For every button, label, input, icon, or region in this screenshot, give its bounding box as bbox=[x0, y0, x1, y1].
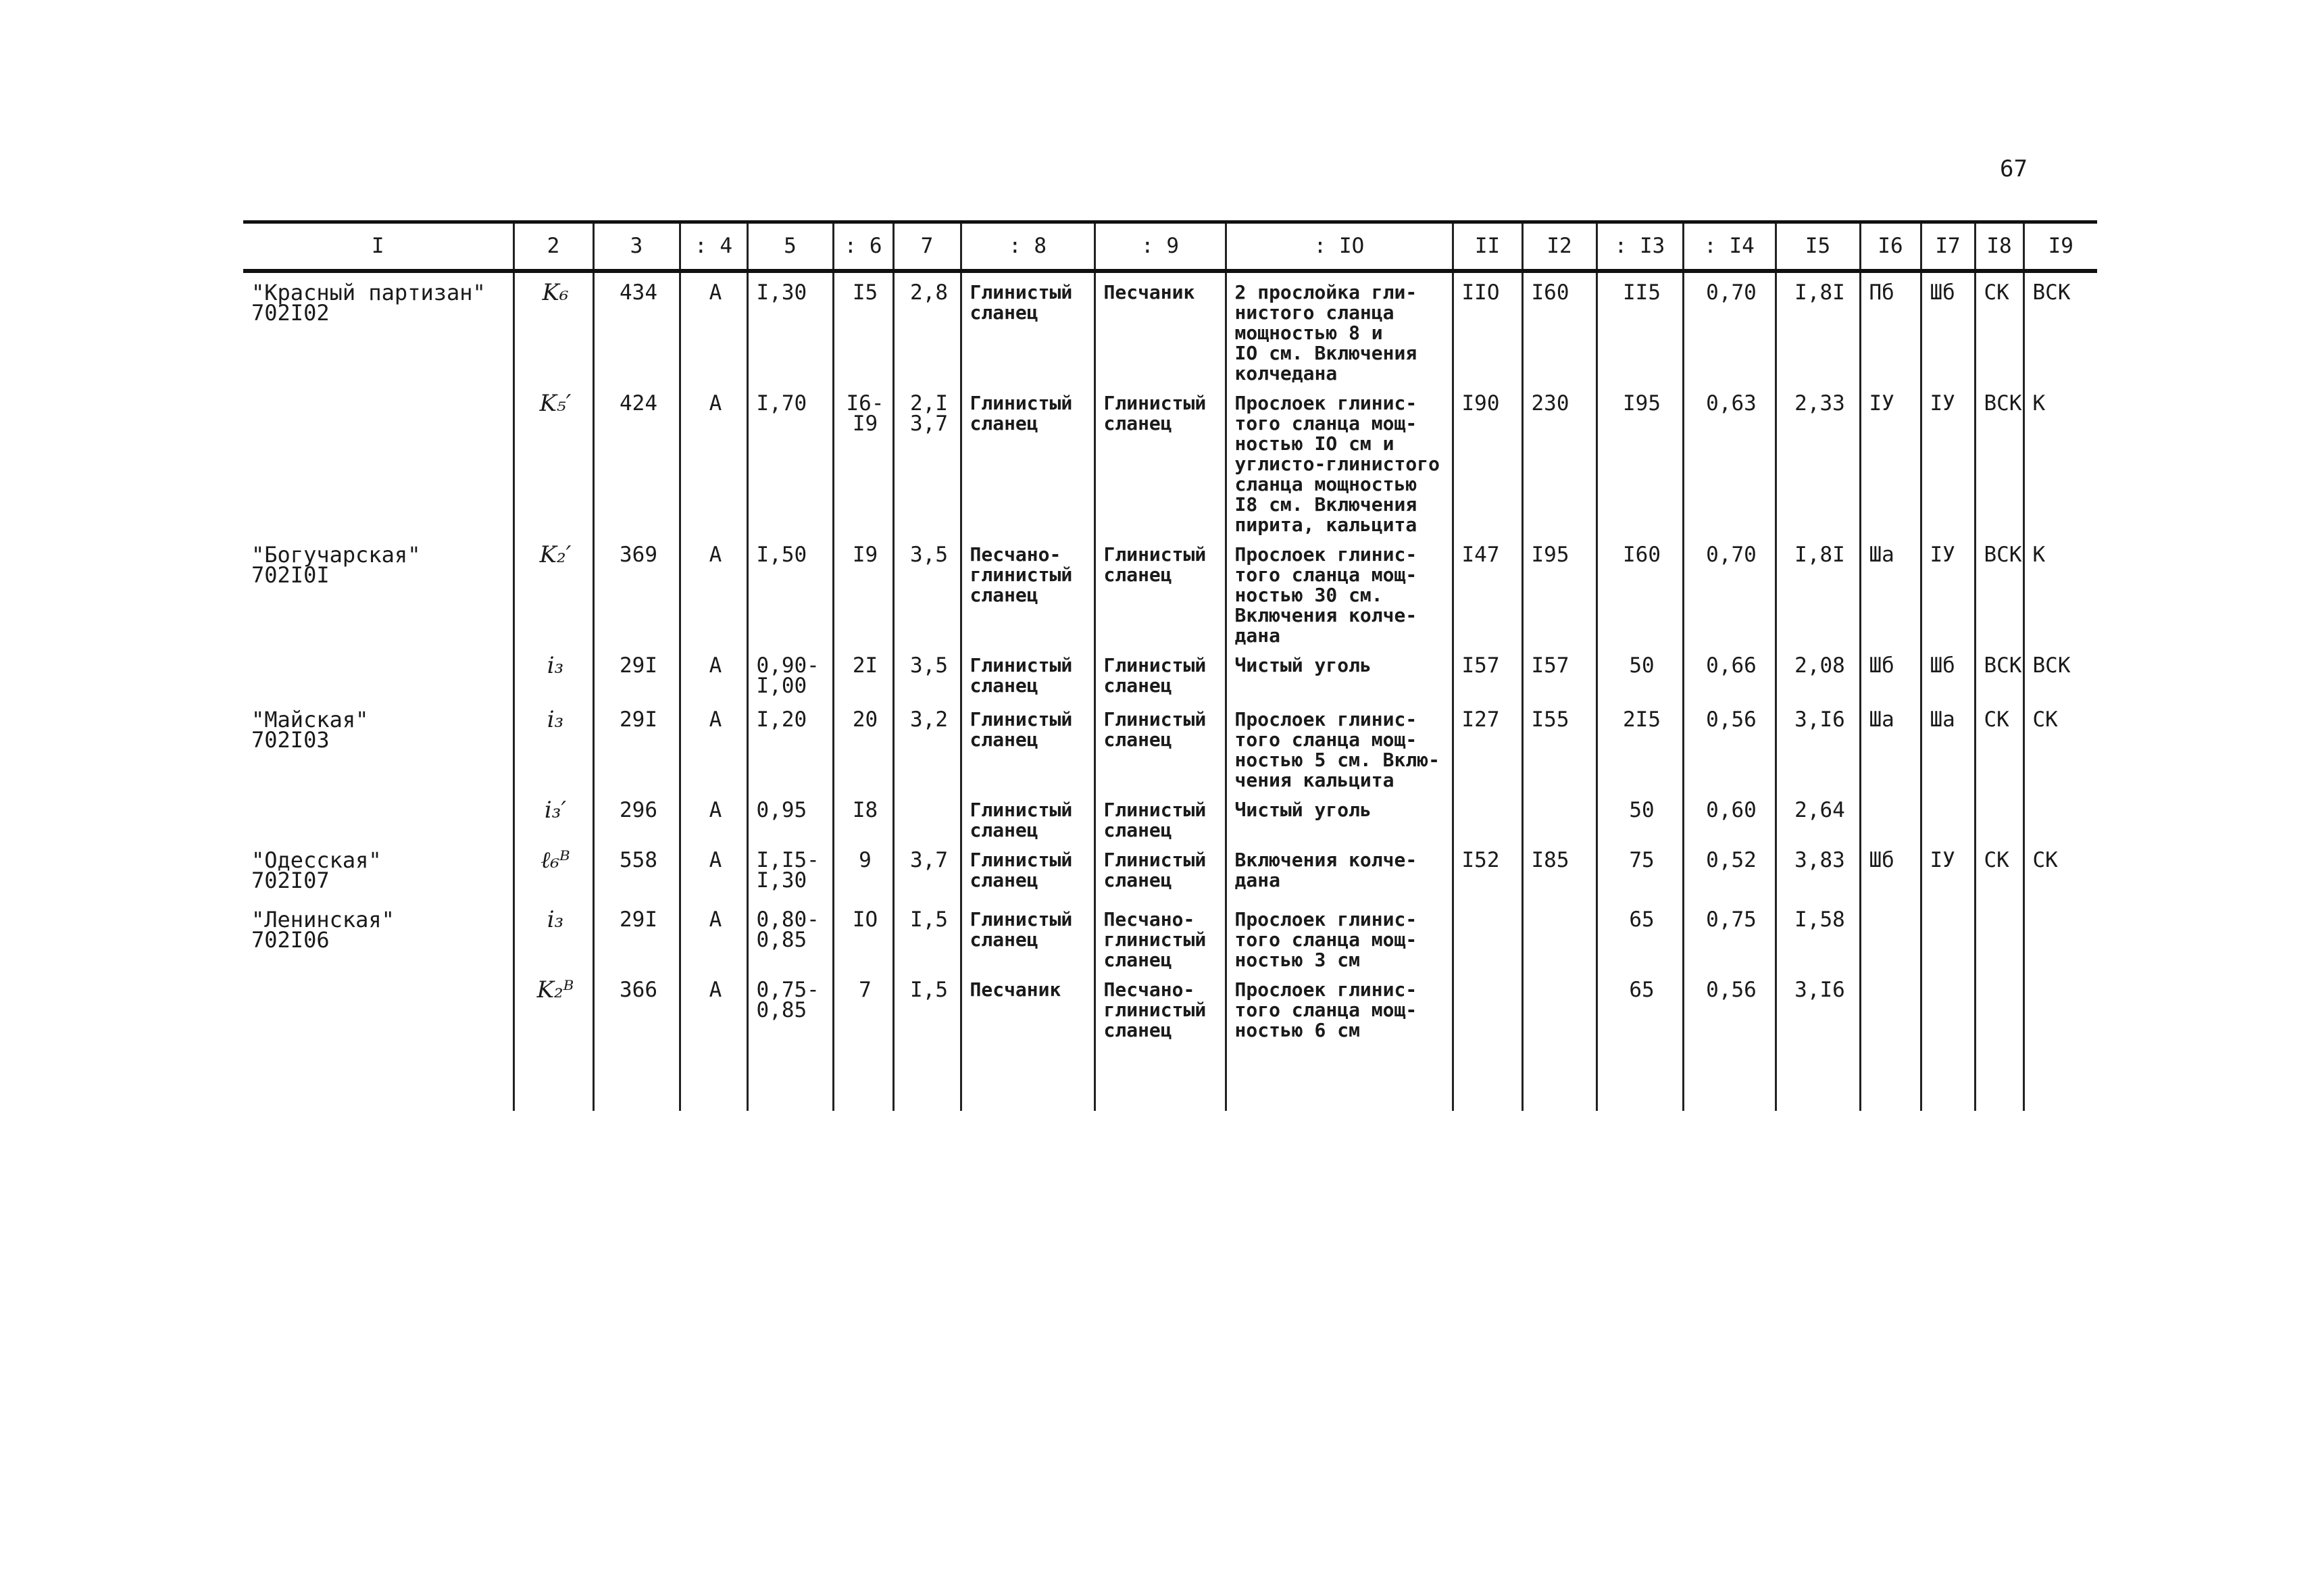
mine-name: "Богучарская" 702I0I bbox=[251, 541, 421, 588]
empty-cell bbox=[1921, 1041, 1975, 1111]
mine-name: "Ленинская" 702I06 bbox=[251, 906, 395, 953]
col-7: I,5 bbox=[893, 900, 961, 970]
col-4: A bbox=[680, 646, 747, 700]
empty-cell bbox=[243, 1041, 513, 1111]
seam-structure: Чистый уголь bbox=[1226, 791, 1453, 841]
seam-index: i₃′ bbox=[513, 791, 593, 841]
column-header-4: : 4 bbox=[680, 222, 747, 271]
col-16: Ша bbox=[1860, 700, 1921, 791]
col-17 bbox=[1921, 791, 1975, 841]
empty-cell bbox=[1522, 1041, 1596, 1111]
col-4: A bbox=[680, 900, 747, 970]
floor-rock: Песчаник bbox=[1095, 271, 1226, 384]
column-header-3: 3 bbox=[593, 222, 680, 271]
seam-structure: Прослоек глинис- того сланца мощ- ностью IO см и углисто-глинистого сланца мощностью I8 см. Включения пирита, кальцита bbox=[1226, 384, 1453, 535]
col-16 bbox=[1860, 900, 1921, 970]
col-4: A bbox=[680, 841, 747, 900]
col-18: СК bbox=[1975, 841, 2023, 900]
empty-cell bbox=[1596, 1041, 1683, 1111]
col-19: К bbox=[2023, 384, 2097, 535]
mine-name bbox=[243, 646, 513, 700]
seam-thickness: I,20 bbox=[747, 700, 833, 791]
col-3: 29I bbox=[593, 900, 680, 970]
col-6: IO bbox=[833, 900, 893, 970]
col-18: СК bbox=[1975, 700, 2023, 791]
column-header-16: I6 bbox=[1860, 222, 1921, 271]
mine-name bbox=[243, 384, 513, 535]
col-11: I47 bbox=[1453, 535, 1522, 646]
roof-rock: Глинистый сланец bbox=[961, 384, 1095, 535]
col-3: 424 bbox=[593, 384, 680, 535]
col-12: I85 bbox=[1522, 841, 1596, 900]
col-7: 3,5 bbox=[893, 535, 961, 646]
mine-name bbox=[243, 791, 513, 841]
col-18 bbox=[1975, 900, 2023, 970]
col-7: 3,5 bbox=[893, 646, 961, 700]
seam-index: K₂′ bbox=[513, 535, 593, 646]
col-13: I60 bbox=[1596, 535, 1683, 646]
seam-thickness: 0,90- I,00 bbox=[747, 646, 833, 700]
col-17: IУ bbox=[1921, 535, 1975, 646]
mine-name: "Одесская" 702I07 bbox=[251, 847, 382, 893]
col-7: 3,2 bbox=[893, 700, 961, 791]
col-6: 2I bbox=[833, 646, 893, 700]
table-row bbox=[243, 841, 2097, 900]
col-16: Шб bbox=[1860, 646, 1921, 700]
empty-cell bbox=[2023, 1041, 2097, 1111]
col-15: 3,I6 bbox=[1776, 970, 1860, 1041]
table-row bbox=[243, 271, 2097, 384]
table-row bbox=[243, 700, 2097, 791]
col-6: 20 bbox=[833, 700, 893, 791]
mine-name bbox=[243, 970, 513, 1041]
col-16: Шб bbox=[1860, 841, 1921, 900]
mine-name: "Майская" 702I03 bbox=[251, 706, 369, 753]
roof-rock: Глинистый сланец bbox=[961, 791, 1095, 841]
seam-index: i₃ bbox=[513, 900, 593, 970]
col-14: 0,70 bbox=[1683, 271, 1776, 384]
seam-thickness: I,I5- I,30 bbox=[747, 841, 833, 900]
col-17: IУ bbox=[1921, 841, 1975, 900]
empty-cell bbox=[513, 1041, 593, 1111]
seam-thickness: I,50 bbox=[747, 535, 833, 646]
col-13: 50 bbox=[1596, 646, 1683, 700]
col-11: I90 bbox=[1453, 384, 1522, 535]
column-header-1: I bbox=[243, 222, 513, 271]
col-14: 0,56 bbox=[1683, 970, 1776, 1041]
col-7: 2,8 bbox=[893, 271, 961, 384]
col-11 bbox=[1453, 900, 1522, 970]
col-15: 3,83 bbox=[1776, 841, 1860, 900]
col-7: I,5 bbox=[893, 970, 961, 1041]
col-11 bbox=[1453, 970, 1522, 1041]
seam-structure: Прослоек глинис- того сланца мощ- ностью 6 см bbox=[1226, 970, 1453, 1041]
col-18: ВСК bbox=[1975, 384, 2023, 535]
table-row bbox=[243, 791, 2097, 841]
empty-cell bbox=[1776, 1041, 1860, 1111]
col-4: A bbox=[680, 791, 747, 841]
col-17: Ша bbox=[1921, 700, 1975, 791]
empty-cell bbox=[1975, 1041, 2023, 1111]
col-11: IIO bbox=[1453, 271, 1522, 384]
page-number: 67 bbox=[2000, 155, 2028, 182]
col-13: 2I5 bbox=[1596, 700, 1683, 791]
col-15: 3,I6 bbox=[1776, 700, 1860, 791]
col-3: 434 bbox=[593, 271, 680, 384]
col-12: I60 bbox=[1522, 271, 1596, 384]
col-17: IУ bbox=[1921, 384, 1975, 535]
col-12: I95 bbox=[1522, 535, 1596, 646]
floor-rock: Песчано- глинистый сланец bbox=[1095, 900, 1226, 970]
table-row bbox=[243, 970, 2097, 1041]
col-17 bbox=[1921, 970, 1975, 1041]
empty-cell bbox=[1226, 1041, 1453, 1111]
col-3: 369 bbox=[593, 535, 680, 646]
col-6: I8 bbox=[833, 791, 893, 841]
column-header-5: 5 bbox=[747, 222, 833, 271]
table-row bbox=[243, 900, 2097, 970]
floor-rock: Глинистый сланец bbox=[1095, 791, 1226, 841]
column-header-7: 7 bbox=[893, 222, 961, 271]
roof-rock: Глинистый сланец bbox=[961, 271, 1095, 384]
col-13: 75 bbox=[1596, 841, 1683, 900]
col-11: I57 bbox=[1453, 646, 1522, 700]
header-row bbox=[243, 222, 2097, 271]
col-12: 230 bbox=[1522, 384, 1596, 535]
col-11: I52 bbox=[1453, 841, 1522, 900]
column-header-14: : I4 bbox=[1683, 222, 1776, 271]
column-header-6: : 6 bbox=[833, 222, 893, 271]
column-header-10: : IO bbox=[1226, 222, 1453, 271]
col-4: A bbox=[680, 970, 747, 1041]
seam-thickness: I,70 bbox=[747, 384, 833, 535]
col-19: К bbox=[2023, 535, 2097, 646]
column-header-17: I7 bbox=[1921, 222, 1975, 271]
col-19: ВСК bbox=[2023, 271, 2097, 384]
floor-rock: Глинистый сланец bbox=[1095, 700, 1226, 791]
col-19 bbox=[2023, 791, 2097, 841]
column-header-13: : I3 bbox=[1596, 222, 1683, 271]
col-17: Шб bbox=[1921, 271, 1975, 384]
col-14: 0,63 bbox=[1683, 384, 1776, 535]
seam-index: ℓ₆ᴮ bbox=[513, 841, 593, 900]
col-13: 65 bbox=[1596, 970, 1683, 1041]
col-12 bbox=[1522, 791, 1596, 841]
empty-cell bbox=[1453, 1041, 1522, 1111]
col-13: 65 bbox=[1596, 900, 1683, 970]
col-19: ВСК bbox=[2023, 646, 2097, 700]
empty-cell bbox=[893, 1041, 961, 1111]
roof-rock: Песчано- глинистый сланец bbox=[961, 535, 1095, 646]
seam-structure: Прослоек глинис- того сланца мощ- ностью 3 см bbox=[1226, 900, 1453, 970]
column-header-9: : 9 bbox=[1095, 222, 1226, 271]
col-18: ВСК bbox=[1975, 535, 2023, 646]
column-header-19: I9 bbox=[2023, 222, 2097, 271]
col-4: A bbox=[680, 271, 747, 384]
empty-cell bbox=[1683, 1041, 1776, 1111]
col-12: I55 bbox=[1522, 700, 1596, 791]
table-filler-row bbox=[243, 1041, 2097, 1111]
table-row bbox=[243, 384, 2097, 535]
empty-cell bbox=[747, 1041, 833, 1111]
seam-structure: Включения колче- дана bbox=[1226, 841, 1453, 900]
col-15: I,8I bbox=[1776, 271, 1860, 384]
col-14: 0,52 bbox=[1683, 841, 1776, 900]
floor-rock: Глинистый сланец bbox=[1095, 646, 1226, 700]
col-17: Шб bbox=[1921, 646, 1975, 700]
mine-name: "Красный партизан" 702I02 bbox=[251, 279, 486, 326]
col-14: 0,70 bbox=[1683, 535, 1776, 646]
empty-cell bbox=[1095, 1041, 1226, 1111]
col-11 bbox=[1453, 791, 1522, 841]
col-18: ВСК bbox=[1975, 646, 2023, 700]
table-row bbox=[243, 535, 2097, 646]
seam-index: i₃ bbox=[513, 700, 593, 791]
col-15: I,8I bbox=[1776, 535, 1860, 646]
col-14: 0,60 bbox=[1683, 791, 1776, 841]
col-19 bbox=[2023, 970, 2097, 1041]
col-13: II5 bbox=[1596, 271, 1683, 384]
seam-index: K₅′ bbox=[513, 384, 593, 535]
col-16: Пб bbox=[1860, 271, 1921, 384]
col-6: I6- I9 bbox=[833, 384, 893, 535]
col-12 bbox=[1522, 970, 1596, 1041]
table-row bbox=[243, 646, 2097, 700]
col-14: 0,66 bbox=[1683, 646, 1776, 700]
col-15: 2,64 bbox=[1776, 791, 1860, 841]
col-4: A bbox=[680, 700, 747, 791]
seam-thickness: 0,95 bbox=[747, 791, 833, 841]
col-18: СК bbox=[1975, 271, 2023, 384]
seam-structure: Чистый уголь bbox=[1226, 646, 1453, 700]
col-16: Ша bbox=[1860, 535, 1921, 646]
col-19: СК bbox=[2023, 841, 2097, 900]
empty-cell bbox=[1860, 1041, 1921, 1111]
col-3: 366 bbox=[593, 970, 680, 1041]
column-header-15: I5 bbox=[1776, 222, 1860, 271]
floor-rock: Глинистый сланец bbox=[1095, 841, 1226, 900]
empty-cell bbox=[680, 1041, 747, 1111]
col-17 bbox=[1921, 900, 1975, 970]
col-7 bbox=[893, 791, 961, 841]
roof-rock: Песчаник bbox=[961, 970, 1095, 1041]
col-15: I,58 bbox=[1776, 900, 1860, 970]
seam-index: K₂ᴮ bbox=[513, 970, 593, 1041]
roof-rock: Глинистый сланец bbox=[961, 646, 1095, 700]
col-7: 2,I 3,7 bbox=[893, 384, 961, 535]
roof-rock: Глинистый сланец bbox=[961, 700, 1095, 791]
col-13: I95 bbox=[1596, 384, 1683, 535]
col-13: 50 bbox=[1596, 791, 1683, 841]
col-4: A bbox=[680, 384, 747, 535]
column-header-11: II bbox=[1453, 222, 1522, 271]
seam-thickness: 0,80- 0,85 bbox=[747, 900, 833, 970]
seam-thickness: 0,75- 0,85 bbox=[747, 970, 833, 1041]
column-header-2: 2 bbox=[513, 222, 593, 271]
roof-rock: Глинистый сланец bbox=[961, 900, 1095, 970]
col-6: 9 bbox=[833, 841, 893, 900]
col-6: I9 bbox=[833, 535, 893, 646]
col-18 bbox=[1975, 970, 2023, 1041]
col-4: A bbox=[680, 535, 747, 646]
col-14: 0,56 bbox=[1683, 700, 1776, 791]
col-6: 7 bbox=[833, 970, 893, 1041]
col-19 bbox=[2023, 900, 2097, 970]
col-6: I5 bbox=[833, 271, 893, 384]
empty-cell bbox=[833, 1041, 893, 1111]
col-7: 3,7 bbox=[893, 841, 961, 900]
col-19: СК bbox=[2023, 700, 2097, 791]
col-11: I27 bbox=[1453, 700, 1522, 791]
col-3: 558 bbox=[593, 841, 680, 900]
column-header-18: I8 bbox=[1975, 222, 2023, 271]
col-18 bbox=[1975, 791, 2023, 841]
col-16 bbox=[1860, 791, 1921, 841]
col-12: I57 bbox=[1522, 646, 1596, 700]
col-3: 29I bbox=[593, 700, 680, 791]
seam-structure: Прослоек глинис- того сланца мощ- ностью 5 см. Вклю- чения кальцита bbox=[1226, 700, 1453, 791]
floor-rock: Песчано- глинистый сланец bbox=[1095, 970, 1226, 1041]
column-header-8: : 8 bbox=[961, 222, 1095, 271]
seam-structure: Прослоек глинис- того сланца мощ- ностью 30 см. Включения колче- дана bbox=[1226, 535, 1453, 646]
column-header-12: I2 bbox=[1522, 222, 1596, 271]
floor-rock: Глинистый сланец bbox=[1095, 384, 1226, 535]
floor-rock: Глинистый сланец bbox=[1095, 535, 1226, 646]
col-15: 2,33 bbox=[1776, 384, 1860, 535]
col-3: 29I bbox=[593, 646, 680, 700]
col-15: 2,08 bbox=[1776, 646, 1860, 700]
empty-cell bbox=[961, 1041, 1095, 1111]
seam-structure: 2 прослойка гли- нистого сланца мощностью 8 и IO см. Включения колчедана bbox=[1226, 271, 1453, 384]
col-12 bbox=[1522, 900, 1596, 970]
col-3: 296 bbox=[593, 791, 680, 841]
seam-index: K₆ bbox=[513, 271, 593, 384]
col-16 bbox=[1860, 970, 1921, 1041]
roof-rock: Глинистый сланец bbox=[961, 841, 1095, 900]
seam-index: i₃ bbox=[513, 646, 593, 700]
col-16: IУ bbox=[1860, 384, 1921, 535]
coal-seam-table bbox=[243, 220, 2097, 1111]
table-body bbox=[243, 271, 2097, 1111]
col-14: 0,75 bbox=[1683, 900, 1776, 970]
seam-thickness: I,30 bbox=[747, 271, 833, 384]
empty-cell bbox=[593, 1041, 680, 1111]
